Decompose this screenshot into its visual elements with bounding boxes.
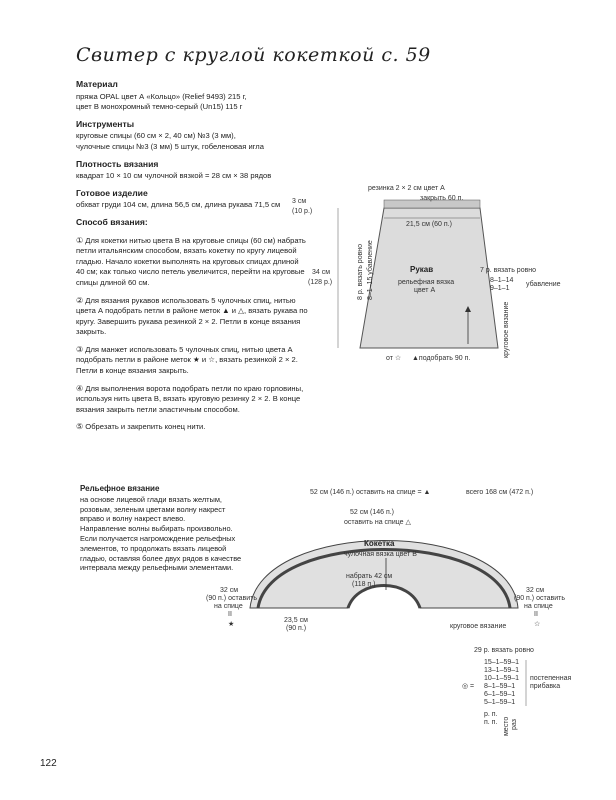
increase-table [440, 644, 580, 744]
increase-vert: место [503, 716, 510, 736]
sleeve-left-dec: 8 р. вязать ровно [357, 243, 364, 300]
density-line: квадрат 10 × 10 см чулочной вязкой = 28 см × 38 рядов [76, 171, 272, 181]
yoke-inner-line: 52 см (146 п.) [350, 509, 395, 516]
page-number: 122 [40, 758, 57, 769]
step-number: ① [76, 235, 84, 245]
yoke-circular: круговое вязание [450, 623, 507, 630]
sleeve-subtitle: рельефная вязка [398, 279, 455, 286]
relief-line: Если получается нагромождение рельефных [80, 533, 236, 543]
relief-line: розовым, зеленым цветами волну накрест [80, 504, 226, 514]
sleeve-right-line: 8–1–14 [490, 277, 514, 284]
yoke-right-side: на спице [524, 603, 553, 610]
sleeve-right-line: 7 р. вязать ровно [480, 267, 537, 274]
yoke-bottom-cm: 23,5 см [284, 617, 308, 624]
sleeve-top-cm: 3 см [292, 198, 307, 205]
step-number: ④ [76, 383, 84, 393]
sleeve-right-line: 9–1–1 [490, 285, 510, 292]
step-5 [76, 422, 308, 433]
yoke-left-side: 32 см [220, 587, 239, 594]
step-text: Для вязания рукавов использовать 5 чулочных спиц, нитью цвета А подобрать петли в районе меток ▲ и △, вязать рукава по кругу. Завершить рукава резинкой 2 × 2. Петли в конце вязания закрыть. [76, 295, 308, 337]
step-text: Для кокетки нитью цвета В на круговые спицы (60 см) набрать петли итальянским способом, вязать кокетку по кругу лицевой гладью. Начало кокетки выполнять на круговых спицах длиной 40 см; как только число петель увеличится, перейти на круговые спицы длиной 60 см. [76, 235, 306, 287]
sleeve-height-cm: 34 см [312, 269, 331, 276]
increase-row: 15–1–59–1 [484, 659, 520, 666]
yoke-left-side: (90 п.) оставить [206, 595, 257, 602]
sleeve-left-dec2: 8–1–15 убавление [367, 240, 374, 300]
sleeve-rib-label: резинка 2 × 2 см цвет А [368, 185, 445, 192]
tools-heading: Инструменты [76, 118, 135, 129]
increase-marker: ◎ = [462, 683, 475, 690]
finished-heading: Готовое изделие [76, 187, 148, 198]
step-2 [76, 296, 308, 338]
sleeve-body [360, 208, 498, 348]
material-line: пряжа OPAL цвет А «Кольцо» (Relief 9493) 215 г, [76, 91, 247, 101]
increase-row: 10–1–59–1 [484, 675, 520, 682]
sleeve-top-rows: (10 р.) [292, 208, 313, 215]
relief-line: гладью, оставляя более двух рядов в качестве [80, 553, 242, 563]
step-1 [76, 236, 308, 289]
yoke-pick: набрать 42 см [346, 573, 393, 580]
yoke-top-label: 52 см (146 п.) оставить на спице = ▲ [310, 489, 431, 496]
step-4 [76, 384, 308, 416]
tools-line: круговые спицы (60 см × 2, 40 см) №3 (3 мм), [76, 131, 236, 141]
increase-footer: п. п. [484, 719, 498, 726]
yoke-subtitle: чулочная вязка цвет В [344, 551, 417, 558]
method-heading: Способ вязания: [76, 216, 148, 227]
yoke-inner-line: оставить на спице △ [344, 519, 411, 526]
tools-line: чулочные спицы №3 (3 мм) 5 штук, гобеленовая игла [76, 141, 264, 151]
yoke-star-filled: ★ [228, 621, 235, 628]
yoke-right-side: II [534, 611, 538, 618]
yoke-title: Кокетка [364, 539, 395, 548]
sleeve-height-rows: (128 р.) [308, 279, 333, 286]
relief-line: на основе лицевой глади вязать желтым, [80, 494, 222, 504]
material-heading: Материал [76, 79, 118, 89]
text-column [76, 79, 308, 440]
sleeve-width-top: 21,5 см (60 п.) [406, 221, 452, 228]
increase-label: постепенная [530, 675, 572, 682]
relief-heading: Рельефное вязание [80, 484, 160, 493]
step-text: Для манжет использовать 5 чулочных спиц, нитью цвета А подобрать петли в районе меток ★ и ☆, вязать резинкой 2 × 2. Петли в конце вязания закрыть. [76, 344, 298, 376]
finished-line: обхват груди 104 см, длина 56,5 см, длина рукава 71,5 см [76, 200, 281, 210]
yoke-right-side: (90 п.) оставить [514, 595, 565, 602]
step-number: ② [76, 295, 84, 305]
increase-footer: р. п. [484, 711, 498, 718]
yoke-right-side: 32 см [526, 587, 545, 594]
sleeve-circular: круговое вязание [503, 301, 510, 358]
yoke-left-side: II [228, 611, 232, 618]
increase-row: 8–1–59–1 [484, 683, 516, 690]
step-text: Обрезать и закрепить конец нити. [85, 422, 206, 432]
increase-row: 6–1–59–1 [484, 691, 516, 698]
increase-label: прибавка [530, 683, 561, 690]
sleeve-close-label: закрыть 60 п. [420, 195, 464, 202]
step-number: ③ [76, 344, 84, 354]
yoke-pick: (118 п.) [352, 581, 376, 588]
relief-note [80, 484, 270, 573]
sleeve-right-dec: убавление [526, 281, 561, 288]
increase-vert: раз [511, 719, 518, 730]
sleeve-subtitle-color: цвет А [414, 287, 436, 294]
increase-row: 13–1–59–1 [484, 667, 520, 674]
yoke-star-outline: ☆ [534, 621, 541, 628]
sleeve-diagram [280, 180, 580, 370]
sleeve-bottom-from: от ☆ [386, 355, 402, 362]
density-heading: Плотность вязания [76, 158, 159, 169]
step-number: ⑤ [76, 422, 84, 432]
step-3 [76, 345, 308, 377]
material-line: цвет В монохромный темно-серый (Un15) 115 г [76, 102, 243, 112]
increase-row: 5–1–59–1 [484, 699, 516, 706]
yoke-bottom-st: (90 п.) [286, 625, 307, 632]
relief-line: Направление волны выбирать произвольно. [80, 524, 233, 534]
yoke-total-label: всего 168 см (472 п.) [466, 489, 534, 496]
sleeve-bottom-pick: ▲подобрать 90 п. [412, 355, 471, 362]
relief-line: вправо и волну накрест влево. [80, 514, 186, 524]
page-title: Свитер с круглой кокеткой с. 59 [76, 44, 431, 66]
step-text: Для выполнения ворота подобрать петли по краю горловины, используя нить цвета В, вязать круговую резинку 2 × 2. В конце вязания закрыть петли эластичным способом. [76, 383, 304, 414]
relief-line: элементов, то продолжать вязать лицевой [80, 543, 227, 553]
relief-line: интервала между рельефными элементами. [80, 563, 234, 573]
sleeve-title: Рукав [410, 265, 434, 274]
yoke-left-side: на спице [214, 603, 243, 610]
increase-top: 29 р. вязать ровно [474, 647, 534, 654]
